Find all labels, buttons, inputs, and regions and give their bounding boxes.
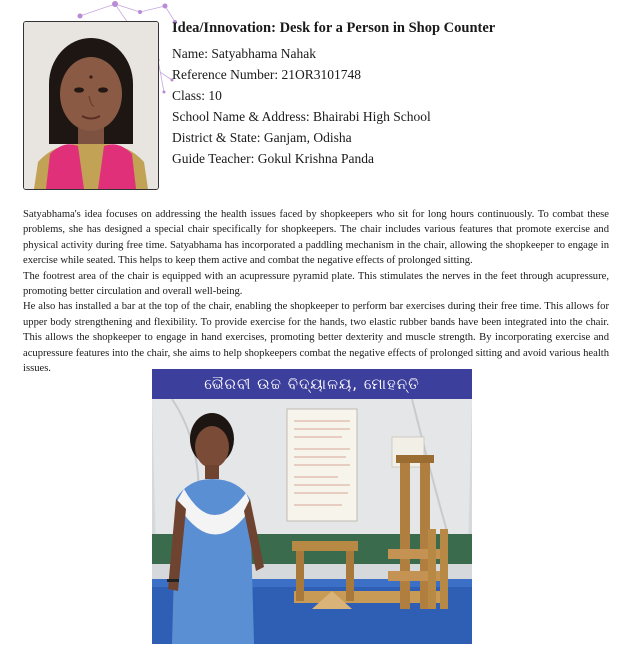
- field-label: School Name & Address:: [172, 109, 313, 124]
- paragraph: The footrest area of the chair is equipped with an acupressure pyramid plate. This stimulates the nerves in the feet through acupressure, promoting better circulation and overall well-being.: [23, 270, 609, 298]
- info-district-state: [172, 127, 612, 148]
- field-value: 10: [208, 88, 222, 103]
- student-info: [172, 20, 612, 169]
- idea-description: [23, 207, 609, 376]
- project-photo: [152, 369, 472, 644]
- field-value: Satyabhama Nahak: [211, 46, 316, 61]
- info-school: [172, 106, 612, 127]
- paragraph: He also has installed a bar at the top of the chair, enabling the shopkeeper to perform bar exercises during their free time. This allows for upper body strengthening and flexibility. To provide exercise for the hands, two elastic rubber bands have been integrated into the chair. This allows the shopkeeper to engage in hand exercises, promoting better dexterity and muscle strength. By incorporating exercise and acupressure features into the chair, she aims to help shopkeepers combat the negative effects of prolonged sitting and avoid various health issues.: [23, 301, 609, 375]
- school-banner: ଭୈରବୀ ଉଚ୍ଚ ବିଦ୍ୟାଳୟ, ମୋହନ୍ତି: [152, 369, 472, 399]
- info-guide-teacher: [172, 148, 612, 169]
- field-value: Gokul Krishna Panda: [257, 151, 375, 166]
- field-label: District & State:: [172, 130, 264, 145]
- info-class: [172, 85, 612, 106]
- field-value: 21OR3101748: [281, 67, 361, 82]
- info-reference-number: [172, 64, 612, 85]
- field-label: Name:: [172, 46, 212, 61]
- field-label: Guide Teacher:: [172, 151, 258, 166]
- field-label: Reference Number:: [172, 67, 282, 82]
- field-value: Ganjam, Odisha: [263, 130, 352, 145]
- paragraph: Satyabhama's idea focuses on addressing the health issues faced by shopkeepers who sit for long hours continuously. To combat these problems, she has designed a special chair specifically for shopkeepers. The chair includes various features that promote exercise and physical activity during free time. Satyabhama has incorporated a paddling mechanism in the chair, allowing the shopkeeper to engage in exercise while seated. This helps to keep them active and combat the negative effects of prolonged sitting.: [23, 209, 609, 267]
- idea-title: Idea/Innovation: Desk for a Person in Shop Counter: [172, 20, 496, 36]
- field-label: Class:: [172, 88, 209, 103]
- student-portrait: [23, 21, 159, 190]
- field-value: Bhairabi High School: [313, 109, 431, 124]
- info-name: [172, 43, 612, 64]
